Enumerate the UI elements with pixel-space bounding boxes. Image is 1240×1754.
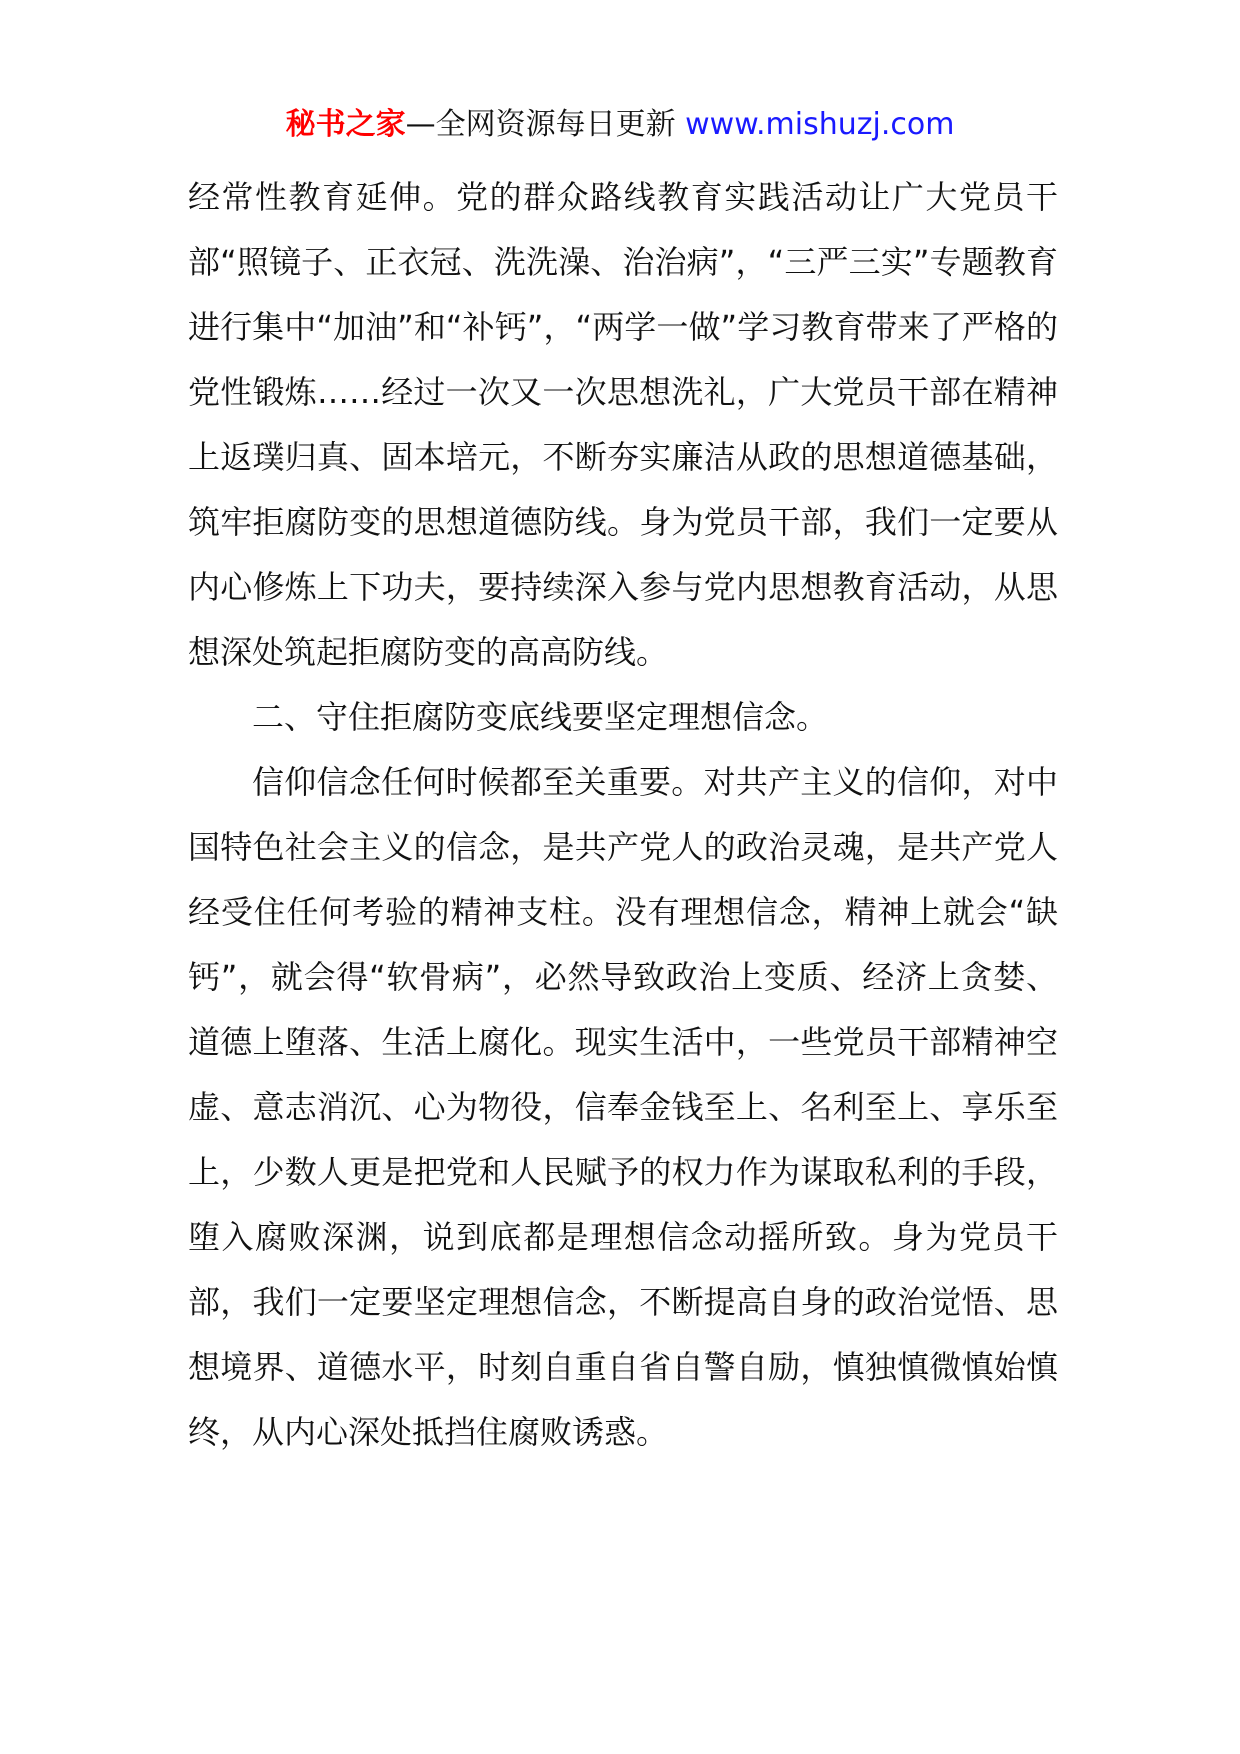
section-heading: 二、守住拒腐防变底线要坚定理想信念。 <box>252 698 829 736</box>
paragraph-continued: 经常性教育延伸。党的群众路线教育实践活动让广大党员干部“照镜子、正衣冠、洗洗澡、治治病”，“三严三实”专题教育进行集中“加油”和“补钙”，“两学一做”学习教育带来了严格的党性锻炼……经过一次又一次思想洗礼，广大党员干部在精神上返璞归真、固本培元，不断夯实廉洁从政的思想道德基础，筑牢拒腐防变的思想道德防线。身为党员干部，我们一定要从内心修炼上下功夫，要持续深入参与党内思想教育活动，从思想深处筑起拒腐防变的高高防线。 <box>188 178 1058 671</box>
page-header <box>0 100 1240 150</box>
site-brand: 秘书之家 <box>285 107 406 142</box>
site-url-link[interactable]: www.mishuzj.com <box>685 107 955 142</box>
document-body <box>188 165 1058 1465</box>
site-slogan: —全网资源每日更新 <box>405 107 676 142</box>
paragraph: 信仰信念任何时候都至关重要。对共产主义的信仰，对中国特色社会主义的信念，是共产党人的政治灵魂，是共产党人经受住任何考验的精神支柱。没有理想信念，精神上就会“缺钙”，就会得“软骨病”，必然导致政治上变质、经济上贪婪、道德上堕落、生活上腐化。现实生活中，一些党员干部精神空虚、意志消沉、心为物役，信奉金钱至上、名利至上、享乐至上，少数人更是把党和人民赋予的权力作为谋取私利的手段，堕入腐败深渊，说到底都是理想信念动摇所致。身为党员干部，我们一定要坚定理想信念，不断提高自身的政治觉悟、思想境界、道德水平，时刻自重自省自警自励，慎独慎微慎始慎终，从内心深处抵挡住腐败诱惑。 <box>188 763 1058 1451</box>
